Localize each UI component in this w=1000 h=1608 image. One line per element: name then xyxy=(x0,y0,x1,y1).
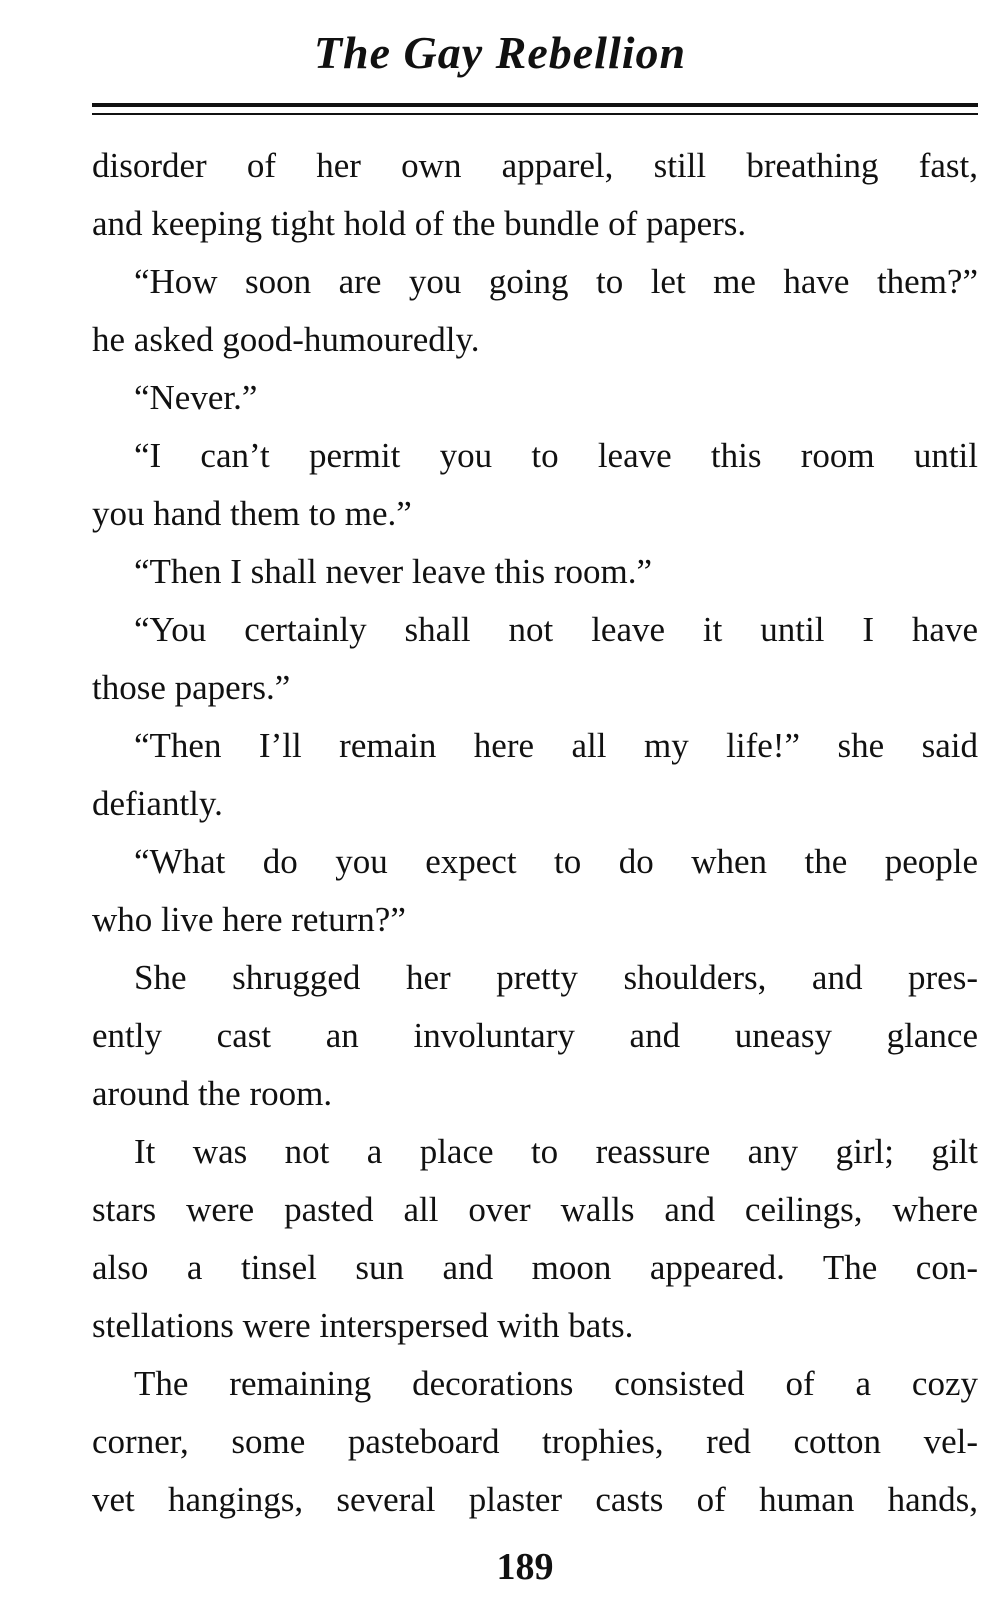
text-line: defiantly. xyxy=(92,784,223,823)
text-line: She shrugged her pretty shoulders, and pres- xyxy=(134,958,978,997)
header-rule-thick xyxy=(92,103,978,107)
text-line: also a tinsel sun and moon appeared. The con- xyxy=(92,1248,978,1287)
text-line: stellations were interspersed with bats. xyxy=(92,1306,634,1345)
text-line: It was not a place to reassure any girl; gilt xyxy=(134,1132,978,1171)
page-number: 189 xyxy=(496,1546,554,1588)
text-line: and keeping tight hold of the bundle of papers. xyxy=(92,204,747,243)
text-line: “You certainly shall not leave it until I have xyxy=(134,610,978,649)
header-rule-thin xyxy=(92,113,978,115)
running-title: The Gay Rebellion xyxy=(313,27,687,78)
text-line: disorder of her own apparel, still breathing fast, xyxy=(92,146,978,185)
text-line: ently cast an involuntary and uneasy glance xyxy=(92,1016,978,1055)
text-line: those papers.” xyxy=(92,668,291,707)
text-line: “How soon are you going to let me have them?” xyxy=(134,262,978,301)
body-text xyxy=(92,137,978,1529)
text-line: you hand them to me.” xyxy=(92,494,412,533)
text-line: stars were pasted all over walls and ceilings, where xyxy=(92,1190,978,1229)
text-line: corner, some pasteboard trophies, red cotton vel- xyxy=(92,1422,978,1461)
text-line: around the room. xyxy=(92,1074,333,1113)
text-line: he asked good-humouredly. xyxy=(92,320,480,359)
text-line: who live here return?” xyxy=(92,900,406,939)
text-line: “What do you expect to do when the people xyxy=(134,842,978,881)
text-line: “I can’t permit you to leave this room until xyxy=(134,436,978,475)
text-line: “Then I shall never leave this room.” xyxy=(134,552,652,591)
text-line: vet hangings, several plaster casts of human hands, xyxy=(92,1480,978,1519)
text-line: “Never.” xyxy=(134,378,258,417)
text-line: The remaining decorations consisted of a cozy xyxy=(134,1364,978,1403)
text-line: “Then I’ll remain here all my life!” she said xyxy=(134,726,978,765)
